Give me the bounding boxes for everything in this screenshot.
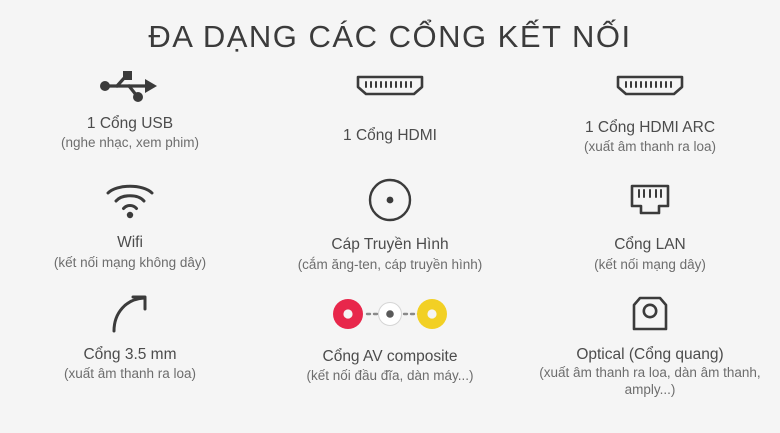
port-label: Cáp Truyền Hình <box>331 236 449 254</box>
port-item-optical <box>520 287 780 400</box>
port-label: 1 Cổng HDMI ARC <box>584 119 716 137</box>
port-item-hdmi <box>260 60 520 173</box>
port-item-coaxial <box>260 173 520 286</box>
optical-port-icon <box>628 291 672 337</box>
port-label: Cổng AV composite <box>322 347 458 365</box>
port-sublabel: (kết nối mạng dây) <box>594 256 706 272</box>
port-item-wifi <box>0 173 260 286</box>
hdmi-arc-port-icon <box>614 64 686 108</box>
ports-grid <box>0 60 780 400</box>
port-label: 1 Cổng HDMI <box>343 127 437 145</box>
port-label: Cổng LAN <box>614 236 686 254</box>
headphone-jack-icon <box>106 291 154 337</box>
lan-port-icon <box>627 177 673 223</box>
port-sublabel: (xuất âm thanh ra loa, dàn âm thanh, amply...) <box>539 365 761 397</box>
port-label: 1 Cổng USB <box>86 115 174 133</box>
usb-icon <box>99 64 161 108</box>
port-item-hdmi-arc <box>520 60 780 173</box>
page-title: ĐA DẠNG CÁC CỔNG KẾT NỐI <box>148 19 632 54</box>
port-label: Optical (Cổng quang) <box>576 345 724 363</box>
port-sublabel: (kết nối đầu đĩa, dàn máy...) <box>306 368 474 384</box>
port-label: Cổng 3.5 mm <box>83 345 177 363</box>
coaxial-antenna-icon <box>367 177 413 223</box>
wifi-icon <box>104 177 156 223</box>
port-item-lan <box>520 173 780 286</box>
port-sublabel: (nghe nhạc, xem phim) <box>60 135 200 151</box>
port-item-usb <box>0 60 260 173</box>
port-sublabel: (kết nối mạng không dây) <box>53 254 207 270</box>
port-item-av-composite <box>260 287 520 400</box>
hdmi-port-icon <box>354 64 426 108</box>
port-item-headphone-jack <box>0 287 260 400</box>
port-sublabel: (xuất âm thanh ra loa) <box>63 366 197 382</box>
port-label: Wifi <box>117 234 143 252</box>
port-sublabel: (xuất âm thanh ra loa) <box>583 139 717 155</box>
port-sublabel: (cắm ăng-ten, cáp truyền hình) <box>297 256 483 272</box>
av-composite-icon <box>331 291 449 337</box>
